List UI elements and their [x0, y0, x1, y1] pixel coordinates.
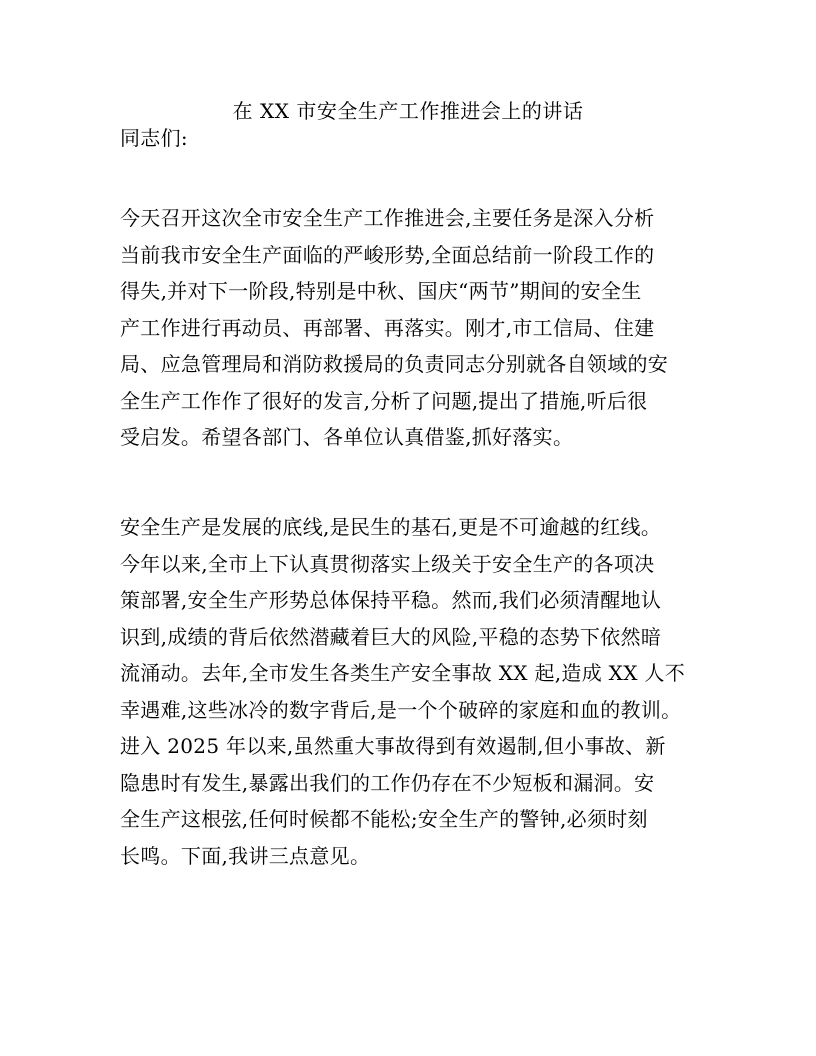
- paragraph-2: [120, 509, 704, 874]
- paragraph-line: 安全生产是发展的底线,是民生的基石,更是不可逾越的红线。: [120, 515, 662, 539]
- paragraph-line: 流涌动。去年,全市发生各类生产安全事故 XX 起,造成 XX 人不: [120, 661, 685, 685]
- document-title: 在 XX 市安全生产工作推进会上的讲话: [232, 99, 584, 123]
- paragraph-1: [120, 200, 704, 456]
- paragraph-line: 识到,成绩的背后依然潜藏着巨大的风险,平稳的态势下依然暗: [120, 624, 662, 649]
- paragraph-line: 受启发。希望各部门、各单位认真借鉴,抓好落实。: [120, 425, 574, 449]
- salutation-line: 同志们:: [120, 126, 188, 150]
- paragraph-line: 全生产工作作了很好的发言,分析了问题,提出了措施,听后很: [120, 388, 648, 413]
- paragraph-line: 今天召开这次全市安全生产工作推进会,主要任务是深入分析: [120, 206, 655, 230]
- paragraph-line: 今年以来,全市上下认真贯彻落实上级关于安全生产的各项决: [120, 551, 655, 576]
- paragraph-line: 全生产这根弦,任何时候都不能松;安全生产的警钟,必须时刻: [120, 807, 648, 831]
- salutation: [120, 120, 704, 157]
- paragraph-line: 得失,并对下一阶段,特别是中秋、国庆“两节”期间的安全生: [120, 279, 642, 303]
- paragraph-line: 长鸣。下面,我讲三点意见。: [120, 843, 371, 868]
- paragraph-line: 策部署,安全生产形势总体保持平稳。然而,我们必须清醒地认: [120, 588, 662, 612]
- paragraph-line: 产工作进行再动员、再部署、再落实。刚才,市工信局、住建: [120, 315, 655, 340]
- paragraph-line: 幸遇难,这些冰冷的数字背后,是一个个破碎的家庭和血的教训。: [120, 697, 682, 722]
- paragraph-line: 当前我市安全生产面临的严峻形势,全面总结前一阶段工作的: [120, 242, 655, 267]
- paragraph-line: 局、应急管理局和消防救援局的负责同志分别就各自领域的安: [120, 352, 669, 376]
- paragraph-line: 隐患时有发生,暴露出我们的工作仍存在不少短板和漏洞。安: [120, 770, 655, 795]
- paragraph-line: 进入 2025 年以来,虽然重大事故得到有效遏制,但小事故、新: [120, 734, 666, 758]
